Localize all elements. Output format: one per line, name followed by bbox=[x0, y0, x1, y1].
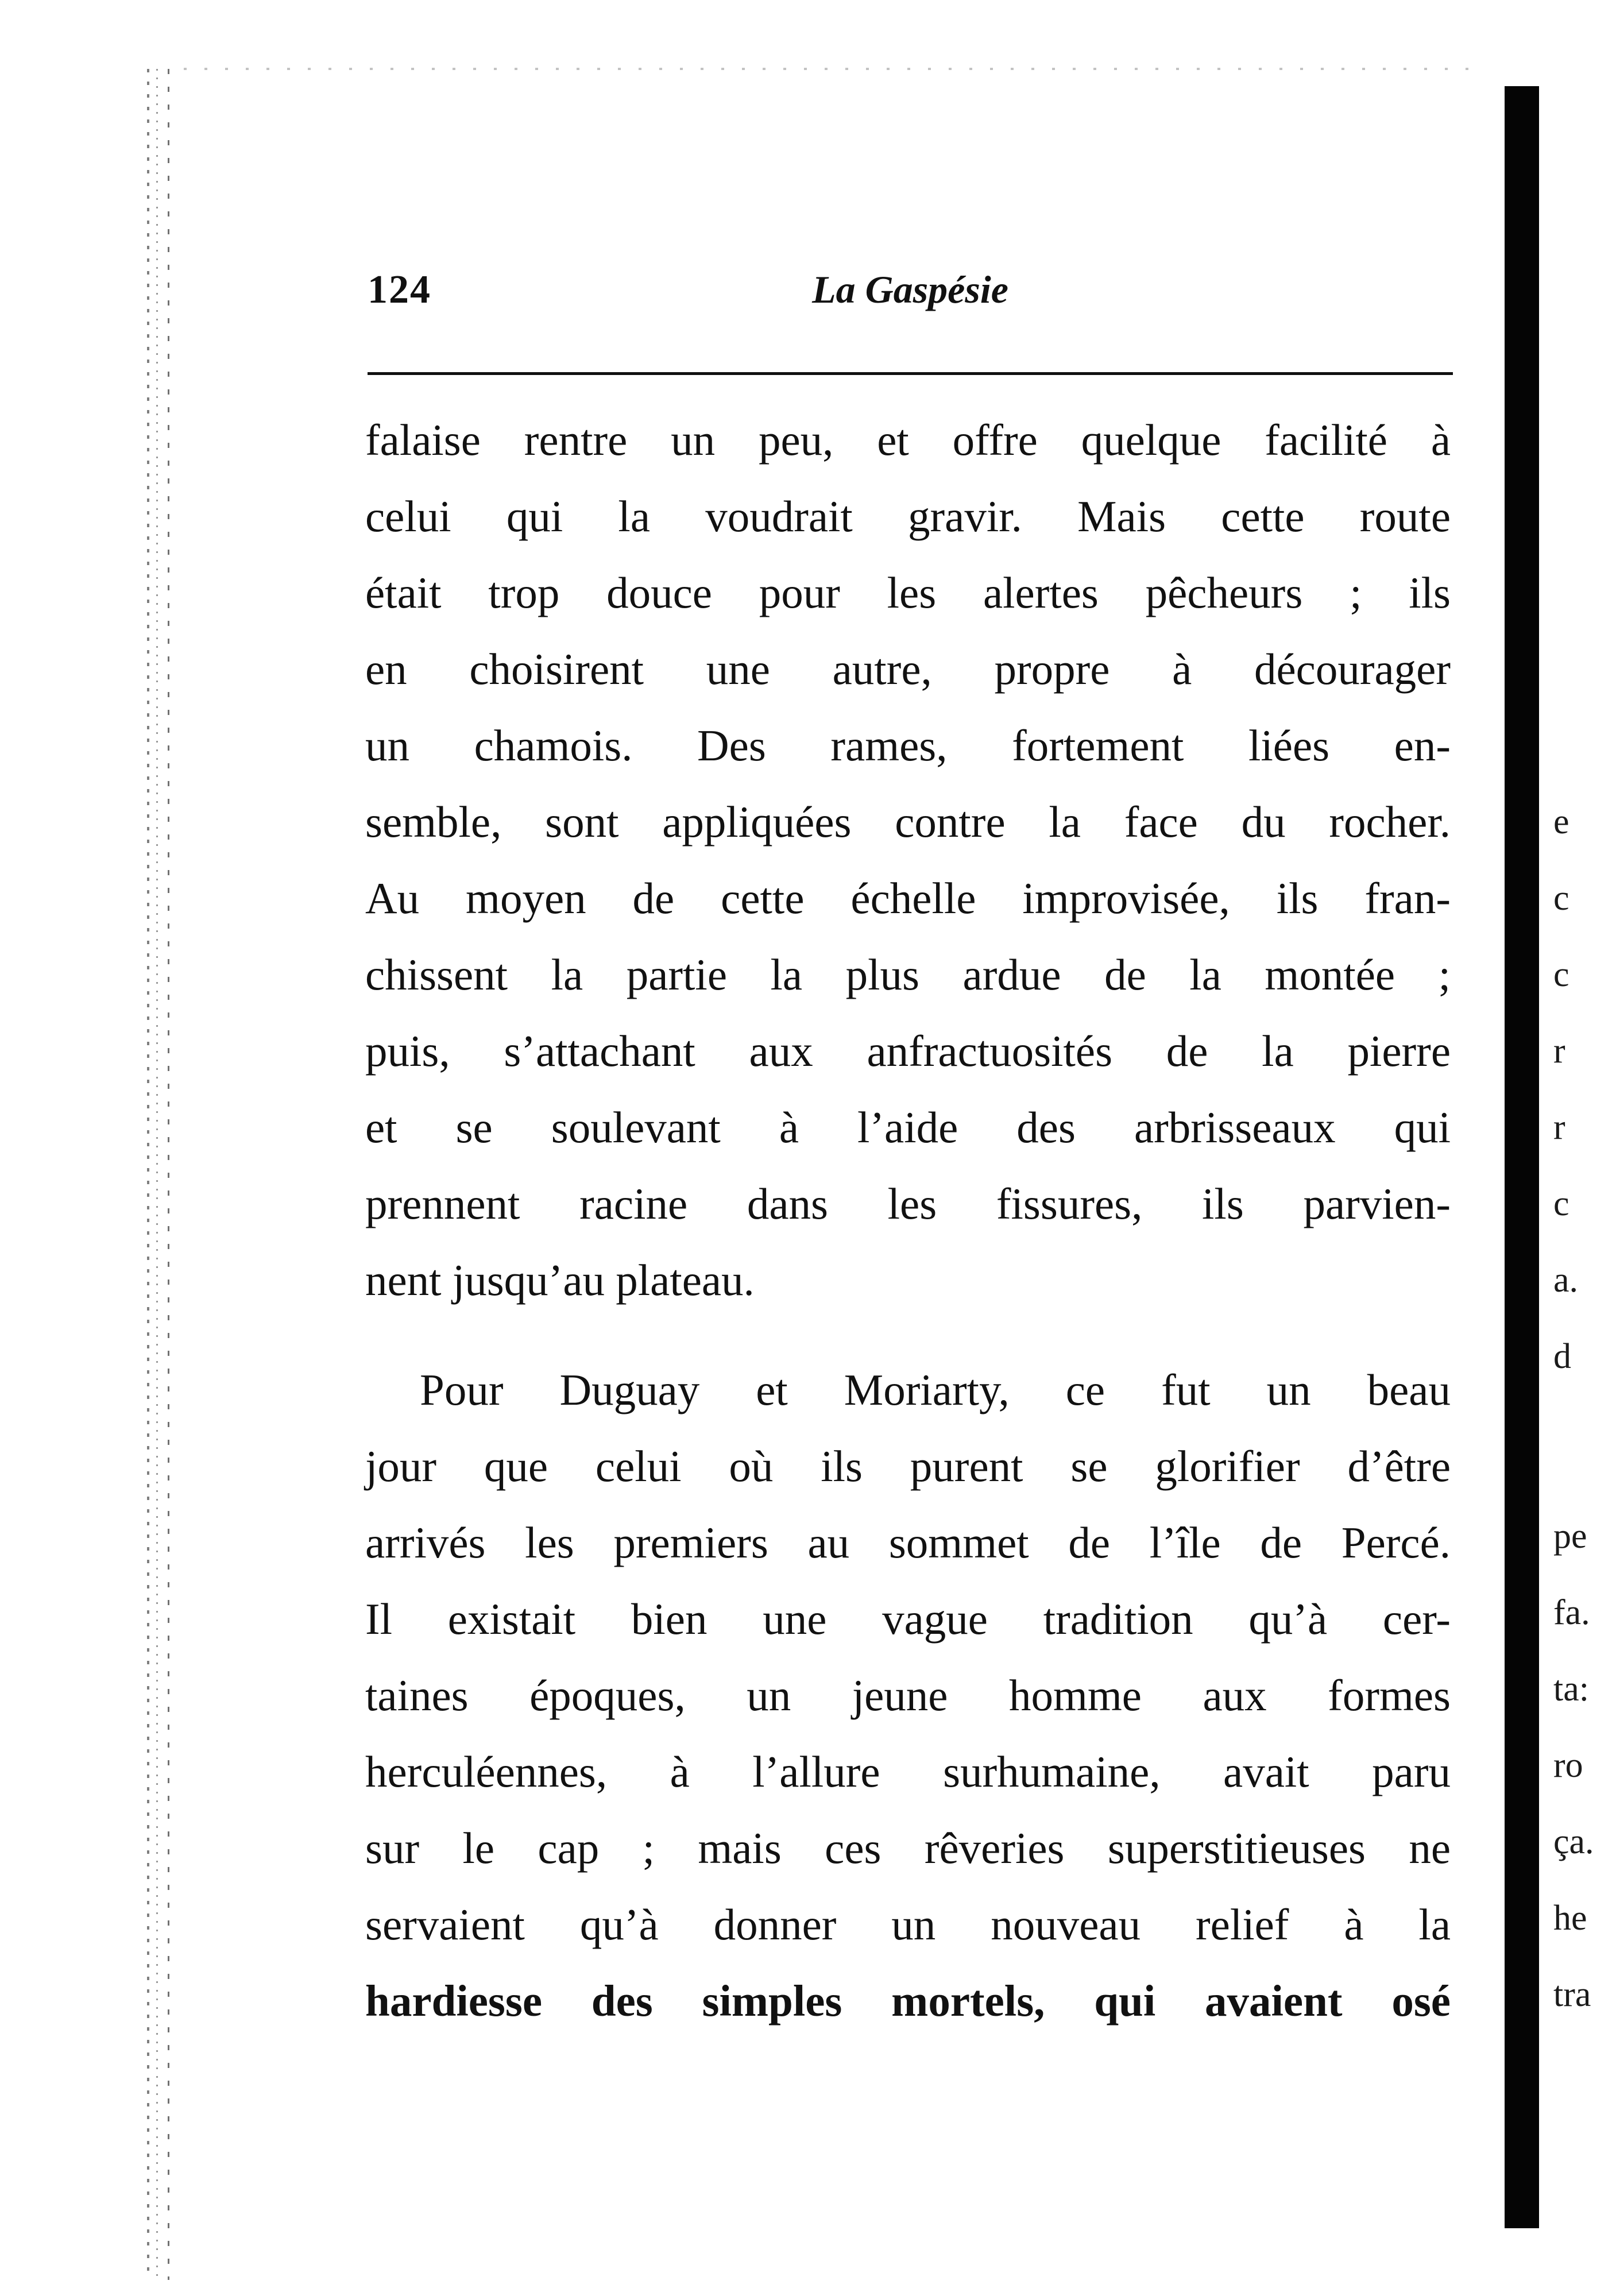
facing-fragment: r bbox=[1553, 1031, 1565, 1070]
text-line: semble, sont appliquées contre la face du rocher. bbox=[365, 797, 1451, 846]
text-line: taines époques, un jeune homme aux formes bbox=[365, 1671, 1451, 1720]
body-text bbox=[365, 402, 1451, 2039]
text-line: chissent la partie la plus ardue de la montée ; bbox=[365, 950, 1451, 999]
facing-fragment: r bbox=[1553, 1108, 1565, 1147]
page-header bbox=[368, 267, 1453, 330]
facing-fragment: a. bbox=[1553, 1261, 1579, 1300]
page-number: 124 bbox=[368, 268, 431, 312]
facing-fragment: tra bbox=[1553, 1975, 1591, 2014]
facing-gap bbox=[1553, 1395, 1616, 1498]
text-line: puis, s’attachant aux anfractuosités de la pierre bbox=[365, 1026, 1451, 1076]
text-line: nent jusqu’au plateau. bbox=[365, 1255, 755, 1305]
text-line: Au moyen de cette échelle improvisée, ils fran- bbox=[365, 873, 1451, 923]
facing-fragment: e bbox=[1553, 802, 1569, 841]
text-line: servaient qu’à donner un nouveau relief à la bbox=[365, 1900, 1451, 1949]
text-line: herculéennes, à l’allure surhumaine, avait paru bbox=[365, 1747, 1451, 1796]
paragraph-gap bbox=[365, 1319, 1451, 1352]
text-line: était trop douce pour les alertes pêcheurs ; ils bbox=[365, 568, 1451, 617]
facing-fragment: c bbox=[1553, 955, 1569, 994]
facing-fragment: ça. bbox=[1553, 1822, 1594, 1861]
gutter-shadow-bar bbox=[1505, 86, 1539, 2228]
top-edge-specks bbox=[184, 68, 1476, 70]
header-rule bbox=[368, 372, 1453, 375]
text-line: et se soulevant à l’aide des arbrisseaux qui bbox=[365, 1103, 1451, 1152]
facing-fragment: fa. bbox=[1553, 1593, 1590, 1632]
facing-fragment: c bbox=[1553, 1184, 1569, 1223]
facing-fragment: ro bbox=[1553, 1746, 1583, 1785]
text-line: en choisirent une autre, propre à décourager bbox=[365, 644, 1451, 694]
text-line: sur le cap ; mais ces rêveries superstitieuses ne bbox=[365, 1823, 1451, 1873]
text-line: Pour Duguay et Moriarty, ce fut un beau bbox=[420, 1365, 1451, 1414]
text-line: Il existait bien une vague tradition qu’à cer- bbox=[365, 1594, 1451, 1644]
running-title: La Gaspésie bbox=[812, 268, 1008, 311]
text-line: hardiesse des simples mortels, qui avaient osé bbox=[365, 1976, 1451, 2026]
paragraph-1 bbox=[365, 402, 1451, 1319]
text-line: arrivés les premiers au sommet de l’île de Percé. bbox=[365, 1518, 1451, 1567]
binding-edge bbox=[142, 69, 177, 2280]
text-line: falaise rentre un peu, et offre quelque facilité à bbox=[365, 415, 1451, 465]
text-line: celui qui la voudrait gravir. Mais cette route bbox=[365, 492, 1451, 541]
facing-fragment: c bbox=[1553, 879, 1569, 918]
text-line: prennent racine dans les fissures, ils parvien- bbox=[365, 1179, 1451, 1228]
text-line: jour que celui où ils purent se glorifier d’être bbox=[365, 1441, 1451, 1491]
facing-fragment: pe bbox=[1553, 1517, 1587, 1556]
text-line: un chamois. Des rames, fortement liées en- bbox=[365, 721, 1451, 770]
facing-fragment: ta: bbox=[1553, 1669, 1589, 1709]
facing-page-fragments bbox=[1553, 784, 1616, 2033]
facing-fragment: he bbox=[1553, 1899, 1587, 1938]
facing-fragment: d bbox=[1553, 1337, 1571, 1376]
paragraph-2 bbox=[365, 1352, 1451, 2039]
